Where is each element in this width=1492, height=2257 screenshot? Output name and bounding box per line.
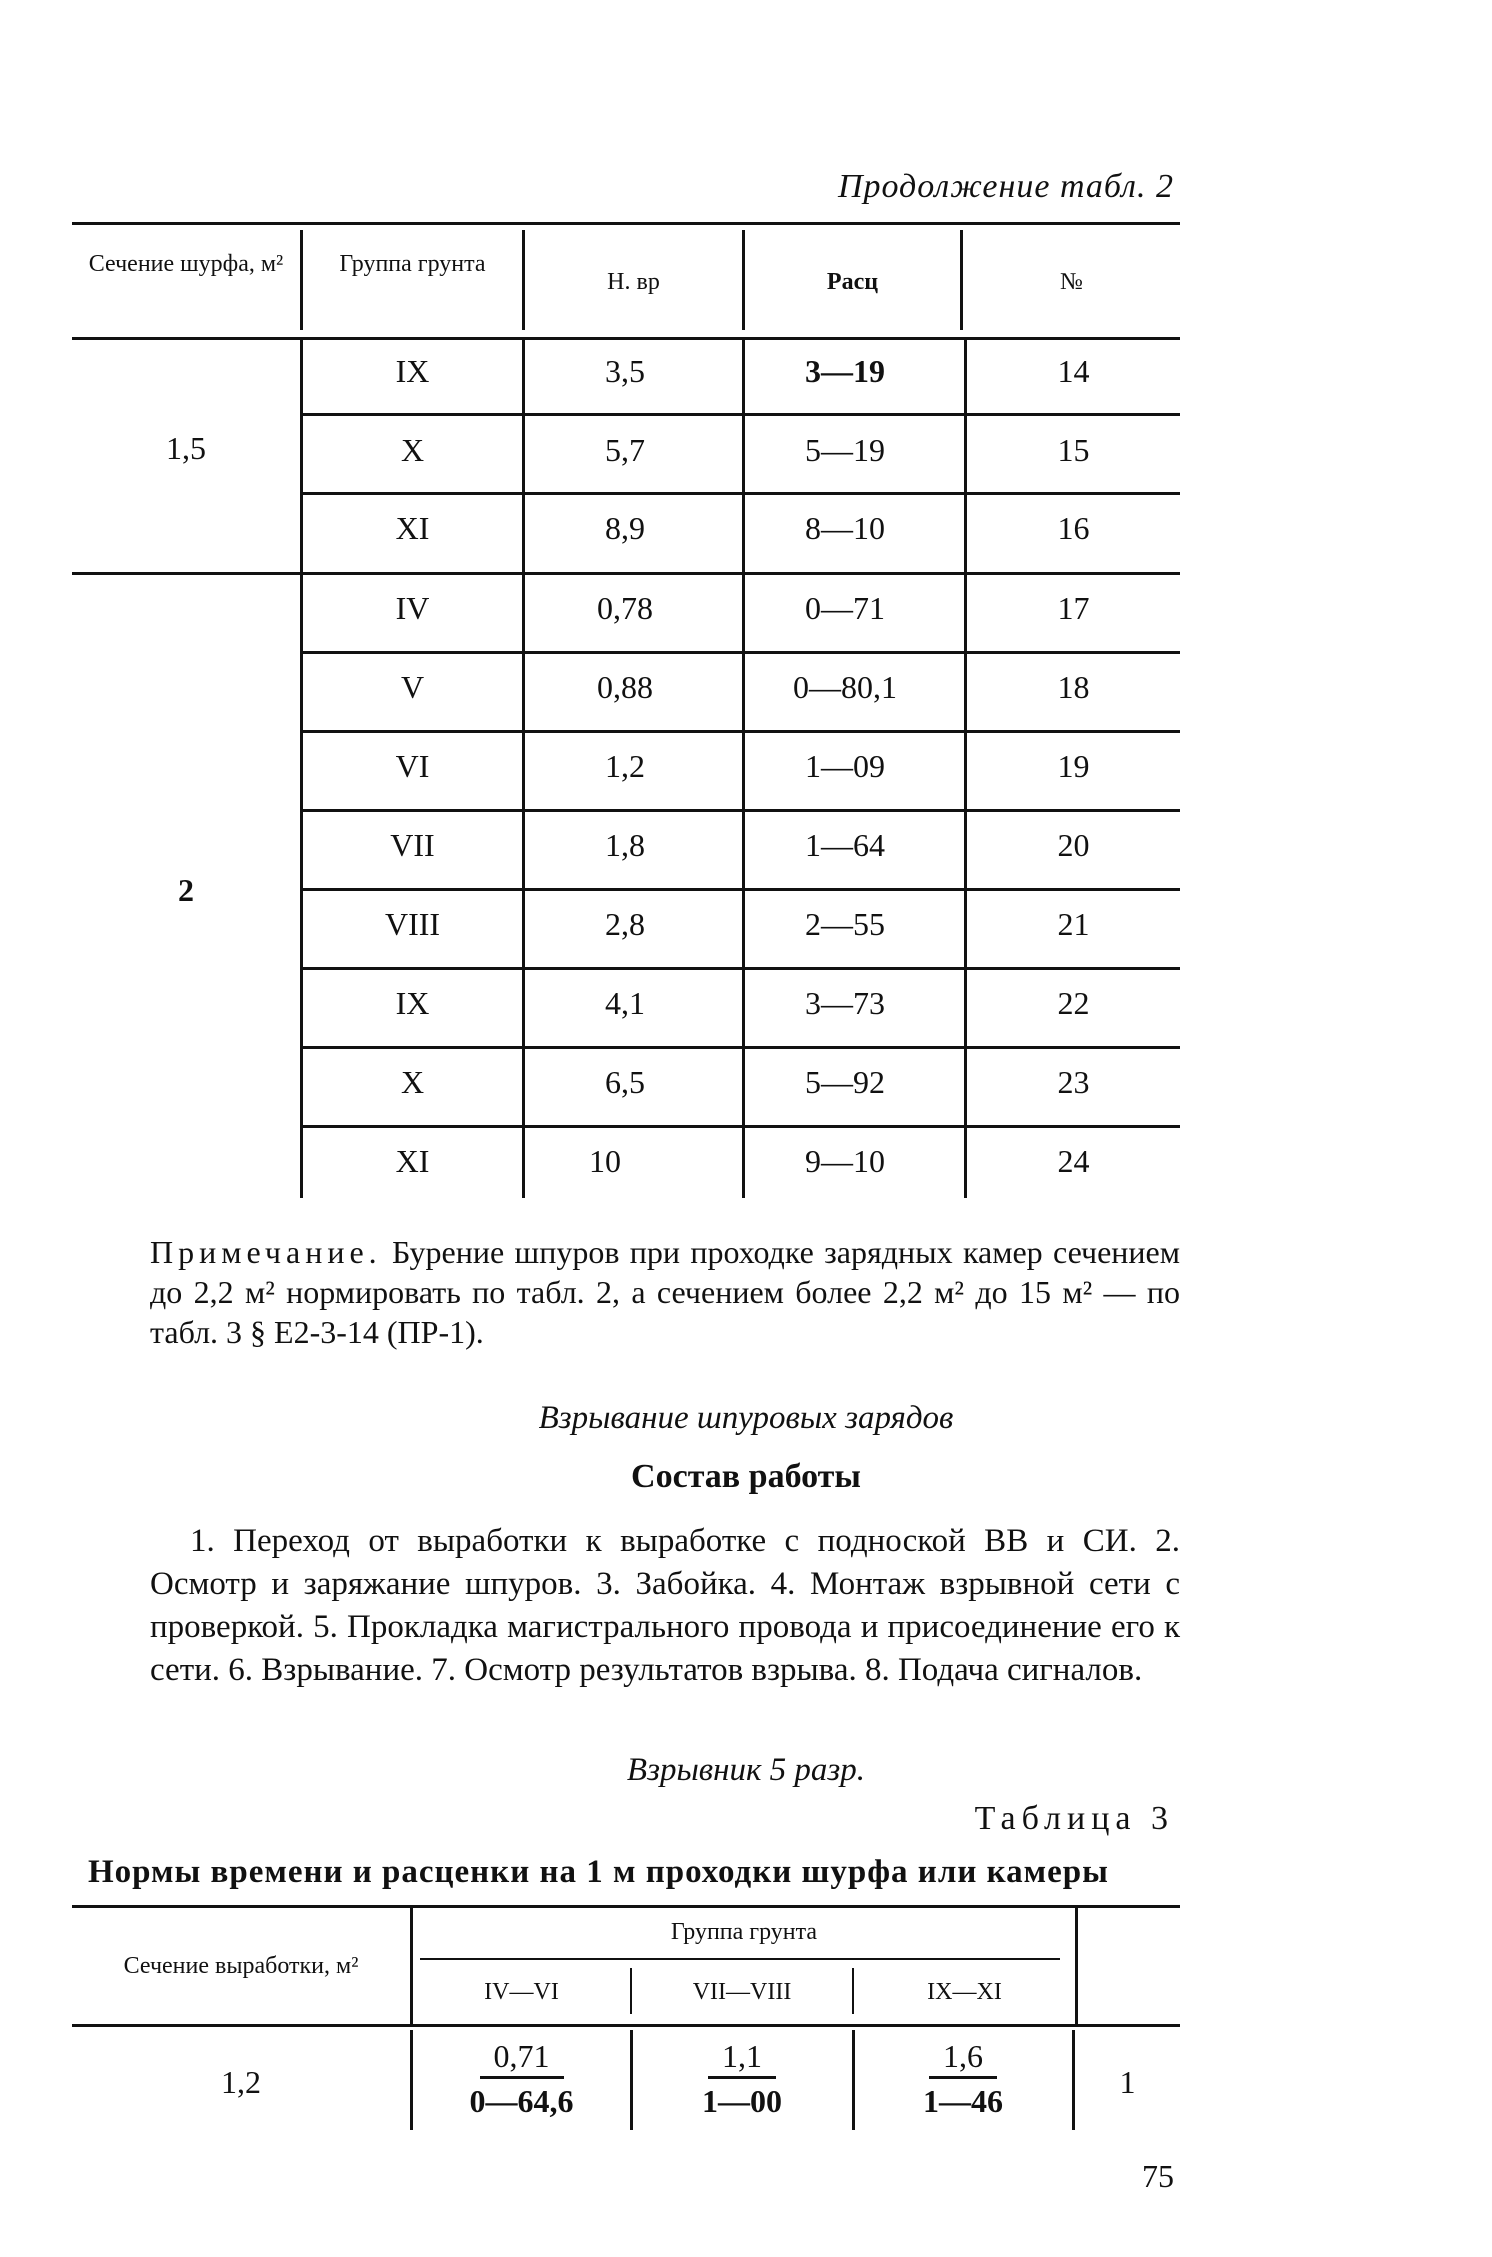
table-note xyxy=(150,1232,1180,1352)
rate-cell: 9—10 xyxy=(805,1143,885,1179)
number-cell: 16 xyxy=(1057,510,1090,546)
section-title: Взрывание шпуровых зарядов xyxy=(538,1400,954,1436)
norm-rate-fraction xyxy=(632,2036,852,2123)
group-rule xyxy=(72,572,1180,575)
number-cell: 15 xyxy=(1057,432,1090,468)
group-cell: IX xyxy=(395,353,430,389)
table-header-rule xyxy=(72,2024,1180,2027)
row-rule xyxy=(300,730,1180,733)
norm-cell: 2,8 xyxy=(605,906,645,942)
row-rule xyxy=(300,809,1180,812)
number-cell: 1 xyxy=(1119,2064,1136,2100)
table-top-rule xyxy=(72,1905,1180,1908)
group-cell: X xyxy=(400,1064,425,1100)
group-cell: VIII xyxy=(384,906,441,942)
rate-cell: 2—55 xyxy=(805,906,885,942)
group-cell: VI xyxy=(395,748,430,784)
number-cell: 20 xyxy=(1057,827,1090,863)
header-divider xyxy=(300,230,303,330)
number-cell: 23 xyxy=(1057,1064,1090,1100)
norm-cell: 8,9 xyxy=(605,510,645,546)
rate-cell: 0—80,1 xyxy=(793,669,897,705)
subheader-vii-viii: VII—VIII xyxy=(692,1979,792,2005)
header-group: Группа грунта xyxy=(670,1919,818,1945)
table-3-label: Таблица 3 xyxy=(974,1800,1174,1837)
rate-cell: 8—10 xyxy=(805,510,885,546)
note-label: Примечание. xyxy=(150,1234,382,1270)
worker-grade: Взрывник 5 разр. xyxy=(626,1752,866,1788)
row-rule xyxy=(300,1046,1180,1049)
rate-value: 1—00 xyxy=(702,2083,782,2119)
group-header-rule xyxy=(420,1958,1060,1960)
number-cell: 17 xyxy=(1057,590,1090,626)
rate-cell: 0—71 xyxy=(805,590,885,626)
norm-cell: 10 xyxy=(589,1143,621,1179)
row-rule xyxy=(300,413,1180,416)
number-cell: 19 xyxy=(1057,748,1090,784)
number-cell: 24 xyxy=(1057,1143,1090,1179)
group-cell: V xyxy=(400,669,425,705)
subheader-ix-xi: IX—XI xyxy=(927,1979,1002,2005)
rate-cell: 5—92 xyxy=(805,1064,885,1100)
norm-cell: 4,1 xyxy=(605,985,645,1021)
continuation-label: Продолжение табл. 2 xyxy=(837,168,1174,205)
norm-cell: 3,5 xyxy=(605,353,645,389)
group-cell: IX xyxy=(395,985,430,1021)
norm-cell: 1,2 xyxy=(605,748,645,784)
header-number: № xyxy=(1060,269,1083,295)
rate-cell: 3—73 xyxy=(805,985,885,1021)
row-rule xyxy=(300,651,1180,654)
row-rule xyxy=(300,888,1180,891)
subheader-iv-vi: IV—VI xyxy=(484,1979,559,2005)
table-3-title: Нормы времени и расценки на 1 м проходки шурфа или камеры xyxy=(88,1854,1109,1890)
header-norm: Н. вр xyxy=(607,269,660,295)
rate-cell: 1—09 xyxy=(805,748,885,784)
table-header-rule xyxy=(72,337,1180,340)
rate-value: 0—64,6 xyxy=(469,2083,574,2119)
row-rule xyxy=(300,967,1180,970)
rate-value: 1—46 xyxy=(923,2083,1003,2119)
rate-cell: 3—19 xyxy=(805,353,885,389)
norm-cell: 1,8 xyxy=(605,827,645,863)
norm-cell: 5,7 xyxy=(605,432,645,468)
norm-value: 1,6 xyxy=(929,2036,997,2079)
group-cell: VII xyxy=(390,827,435,863)
norm-value: 1,1 xyxy=(708,2036,776,2079)
group-cell: IV xyxy=(395,590,430,626)
number-cell: 18 xyxy=(1057,669,1090,705)
group-cell: XI xyxy=(395,1143,430,1179)
table-top-rule xyxy=(72,222,1180,225)
group-cell: X xyxy=(400,432,425,468)
number-cell: 21 xyxy=(1057,906,1090,942)
row-rule xyxy=(300,492,1180,495)
rate-cell: 1—64 xyxy=(805,827,885,863)
section-cell: 1,5 xyxy=(166,430,206,466)
norm-rate-fraction xyxy=(854,2036,1072,2123)
rate-cell: 5—19 xyxy=(805,432,885,468)
work-description: 1. Переход от выработки к выработке с подноской ВВ и СИ. 2. Осмотр и заряжание шпуров. 3. Забойка. 4. Монтаж взрывной сети с проверкой. 5. Прокладка магистрального провода и присоединение его к сети. 6. Взрывание. 7. Осмотр результатов взрыва. 8. Подача сигналов. xyxy=(150,1523,1180,1688)
norm-cell: 0,88 xyxy=(597,669,653,705)
number-cell: 22 xyxy=(1057,985,1090,1021)
page-number: 75 xyxy=(1142,2158,1174,2194)
work-heading: Состав работы xyxy=(631,1458,861,1495)
number-cell: 14 xyxy=(1057,353,1090,389)
group-cell: XI xyxy=(395,510,430,546)
header-section: Сечение шурфа, м² xyxy=(88,251,284,277)
section-cell: 1,2 xyxy=(221,2064,261,2100)
header-group: Группа грунта xyxy=(339,251,486,277)
norm-cell: 6,5 xyxy=(605,1064,645,1100)
section-cell: 2 xyxy=(178,872,194,908)
header-rate: Расц xyxy=(826,269,879,295)
header-section: Сечение выработки, м² xyxy=(123,1953,359,1979)
note-text: Бурение шпуров при проходке зарядных камер сечением до 2,2 м² нормировать по табл. 2, а сечением более 2,2 м² до 15 м² — по табл. 3 § Е2-3-14 (ПР-1). xyxy=(150,1234,1180,1350)
norm-value: 0,71 xyxy=(480,2036,564,2079)
norm-cell: 0,78 xyxy=(597,590,653,626)
norm-rate-fraction xyxy=(413,2036,630,2123)
row-rule xyxy=(300,1125,1180,1128)
header-divider xyxy=(1075,1908,1078,2024)
